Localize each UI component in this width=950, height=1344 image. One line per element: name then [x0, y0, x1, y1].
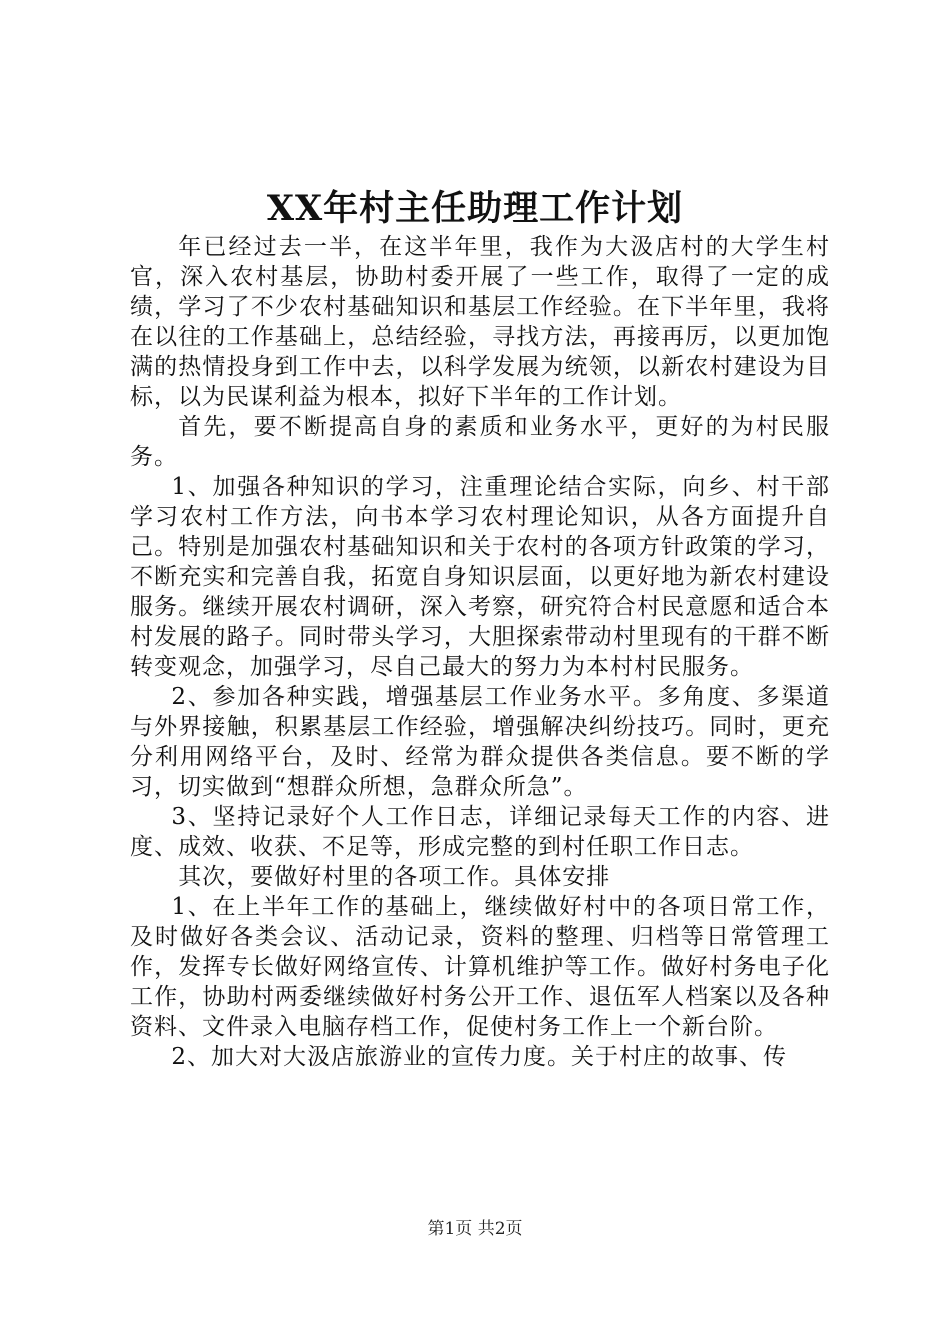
list-item: 2、加大对大汲店旅游业的宣传力度。关于村庄的故事、传	[171, 1044, 788, 1070]
page-number-footer: 第1页 共2页	[427, 1219, 523, 1239]
list-item: 3、坚持记录好个人工作日志，详细记录每天工作的内容、进度、成效、收获、不足等，形成完整的到村任职工作日志。	[130, 804, 830, 860]
section-heading-second: 其次，要做好村里的各项工作。具体安排	[178, 864, 611, 890]
section-heading-first: 首先，要不断提高自身的素质和业务水平，更好的为村民服务。	[130, 414, 830, 470]
list-item: 1、加强各种知识的学习，注重理论结合实际，向乡、村干部学习农村工作方法，向书本学习农村理论知识，从各方面提升自己。特别是加强农村基础知识和关于农村的各项方针政策的学习，不断充实和完善自我，拓宽自身知识层面，以更好地为新农村建设服务。继续开展农村调研，深入考察，研究符合村民意愿和适合本村发展的路子。同时带头学习，大胆探索带动村里现有的干群不断转变观念，加强学习，尽自己最大的努力为本村村民服务。	[130, 474, 830, 680]
document-body	[130, 232, 830, 1072]
list-item: 2、参加各种实践，增强基层工作业务水平。多角度、多渠道与外界接触，积累基层工作经验，增强解决纠纷技巧。同时，更充分利用网络平台，及时、经常为群众提供各类信息。要不断的学习，切实做到“想群众所想，急群众所急”。	[130, 684, 830, 800]
list-item: 1、在上半年工作的基础上，继续做好村中的各项日常工作，及时做好各类会议、活动记录，资料的整理、归档等日常管理工作，发挥专长做好网络宣传、计算机维护等工作。做好村务电子化工作，协助村两委继续做好村务公开工作、退伍军人档案以及各种资料、文件录入电脑存档工作，促使村务工作上一个新台阶。	[130, 894, 830, 1040]
intro-paragraph: 年已经过去一半，在这半年里，我作为大汲店村的大学生村官，深入农村基层，协助村委开展了一些工作，取得了一定的成绩，学习了不少农村基础知识和基层工作经验。在下半年里，我将在以往的工作基础上，总结经验，寻找方法，再接再厉，以更加饱满的热情投身到工作中去，以科学发展为统领，以新农村建设为目标，以为民谋利益为根本，拟好下半年的工作计划。	[130, 234, 830, 410]
document-title: XX年村主任助理工作计划	[266, 188, 684, 229]
